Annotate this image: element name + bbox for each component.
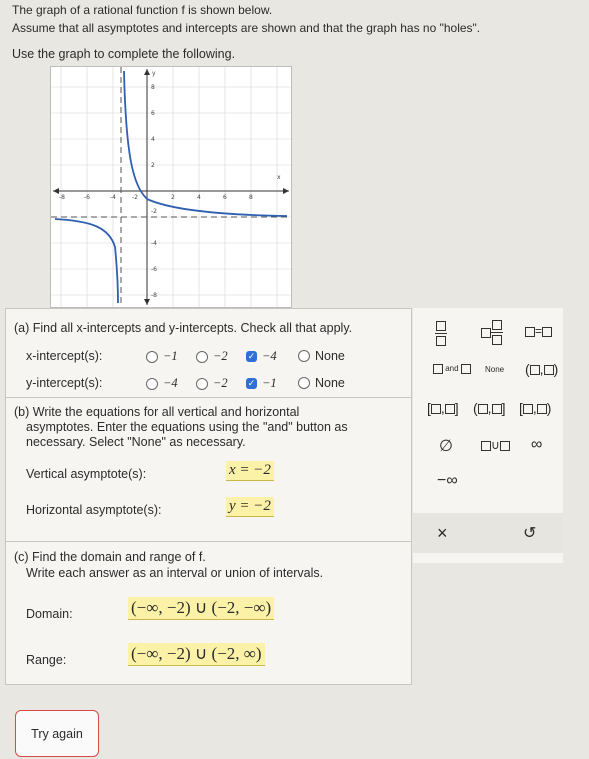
x-tick-label: 2 <box>171 194 175 201</box>
x-option-neg1[interactable] <box>146 349 178 364</box>
y-tick-label: -2 <box>151 208 157 215</box>
and-label: and <box>445 364 459 374</box>
y-intercepts-label: y-intercept(s): <box>26 376 103 390</box>
math-palette <box>413 308 563 563</box>
checkbox[interactable] <box>298 350 310 362</box>
half-open-left-button[interactable]: [ , ) <box>519 400 552 416</box>
y-option-neg1[interactable] <box>246 376 277 391</box>
horizontal-asymptote-input[interactable]: y = −2 <box>226 497 274 517</box>
and-button[interactable] <box>433 364 471 374</box>
mixed-number-button[interactable] <box>481 320 503 345</box>
x-option-none[interactable] <box>298 349 345 363</box>
part-b-prompt-2: asymptotes. Enter the equations using the "and" button as <box>26 420 348 434</box>
part-c-prompt-2: Write each answer as an interval or union of intervals. <box>26 566 324 580</box>
option-label: −2 <box>213 349 228 363</box>
closed-interval-button[interactable]: [ , ] <box>427 400 459 416</box>
checkbox[interactable] <box>196 351 208 363</box>
option-label: −1 <box>163 349 178 363</box>
half-open-right-button[interactable]: ( , ] <box>473 400 506 416</box>
x-option-neg2[interactable] <box>196 349 228 364</box>
divider <box>6 397 411 398</box>
option-label: −4 <box>163 376 178 390</box>
x-axis-label: x <box>277 174 281 181</box>
intro-line-2: Assume that all asymptotes and intercepts are shown and that the graph has no "holes". <box>12 21 481 35</box>
none-button[interactable]: None <box>485 365 505 374</box>
infinity-button[interactable]: ∞ <box>531 436 543 453</box>
checked-checkbox-icon[interactable]: ✓ <box>247 351 256 361</box>
option-label: −2 <box>213 376 228 390</box>
answer-panel <box>5 308 412 685</box>
y-tick-label: 8 <box>151 84 155 91</box>
option-label: −1 <box>262 376 277 390</box>
y-tick-label: -8 <box>151 292 157 299</box>
open-interval-button[interactable]: ( , ) <box>525 361 559 377</box>
negative-infinity-button[interactable]: −∞ <box>437 472 458 489</box>
option-label: −4 <box>262 349 277 363</box>
x-tick-label: -8 <box>59 194 65 201</box>
checkbox[interactable] <box>196 378 208 390</box>
x-intercepts-label: x-intercept(s): <box>26 349 103 363</box>
x-tick-label: -4 <box>110 194 116 201</box>
palette-actions <box>413 513 563 553</box>
function-graph <box>50 66 292 308</box>
try-again-button[interactable]: Try again <box>15 710 99 757</box>
range-label: Range: <box>26 653 67 667</box>
option-label: None <box>315 349 345 363</box>
y-tick-label: 6 <box>151 110 155 117</box>
equals-button[interactable]: = <box>525 324 552 338</box>
domain-label: Domain: <box>26 607 73 621</box>
divider <box>6 541 411 542</box>
y-tick-label: -4 <box>151 240 157 247</box>
fraction-button[interactable] <box>435 320 447 346</box>
horizontal-asymptote-label: Horizontal asymptote(s): <box>26 503 162 517</box>
y-option-neg4[interactable] <box>146 376 178 391</box>
part-b-prompt-1: (b) Write the equations for all vertical and horizontal <box>14 405 300 419</box>
checkbox[interactable] <box>298 377 310 389</box>
intro-line-1: The graph of a rational function f is shown below. <box>12 3 273 17</box>
intro-line-3: Use the graph to complete the following. <box>12 47 236 61</box>
part-a-prompt: (a) Find all x-intercepts and y-intercepts. Check all that apply. <box>14 321 353 335</box>
x-option-neg4[interactable] <box>246 349 277 364</box>
x-tick-label: -2 <box>132 194 138 201</box>
range-input[interactable]: (−∞, −2) ∪ (−2, ∞) <box>128 643 265 666</box>
y-option-neg2[interactable] <box>196 376 228 391</box>
vertical-asymptote-input[interactable]: x = −2 <box>226 461 274 481</box>
empty-set-button[interactable]: ∅ <box>439 438 453 455</box>
checkbox[interactable] <box>146 351 158 363</box>
undo-icon[interactable]: ↺ <box>523 525 537 542</box>
clear-icon[interactable]: × <box>437 523 448 543</box>
x-tick-label: 4 <box>197 194 201 201</box>
x-tick-label: -6 <box>84 194 90 201</box>
part-c-prompt-1: (c) Find the domain and range of f. <box>14 550 206 564</box>
checked-checkbox-icon[interactable]: ✓ <box>247 378 256 388</box>
y-tick-label: -6 <box>151 266 157 273</box>
graph-svg <box>51 67 291 307</box>
y-tick-label: 4 <box>151 136 155 143</box>
union-button[interactable]: ∪ <box>481 438 510 452</box>
x-tick-label: 8 <box>249 194 253 201</box>
y-option-none[interactable] <box>298 376 345 390</box>
option-label: None <box>315 376 345 390</box>
vertical-asymptote-label: Vertical asymptote(s): <box>26 467 147 481</box>
part-b-prompt-3: necessary. Select "None" as necessary. <box>26 435 246 449</box>
x-tick-label: 6 <box>223 194 227 201</box>
y-tick-label: 2 <box>151 162 155 169</box>
y-axis-label: y <box>152 70 156 77</box>
domain-input[interactable]: (−∞, −2) ∪ (−2, −∞) <box>128 597 274 620</box>
checkbox[interactable] <box>146 378 158 390</box>
